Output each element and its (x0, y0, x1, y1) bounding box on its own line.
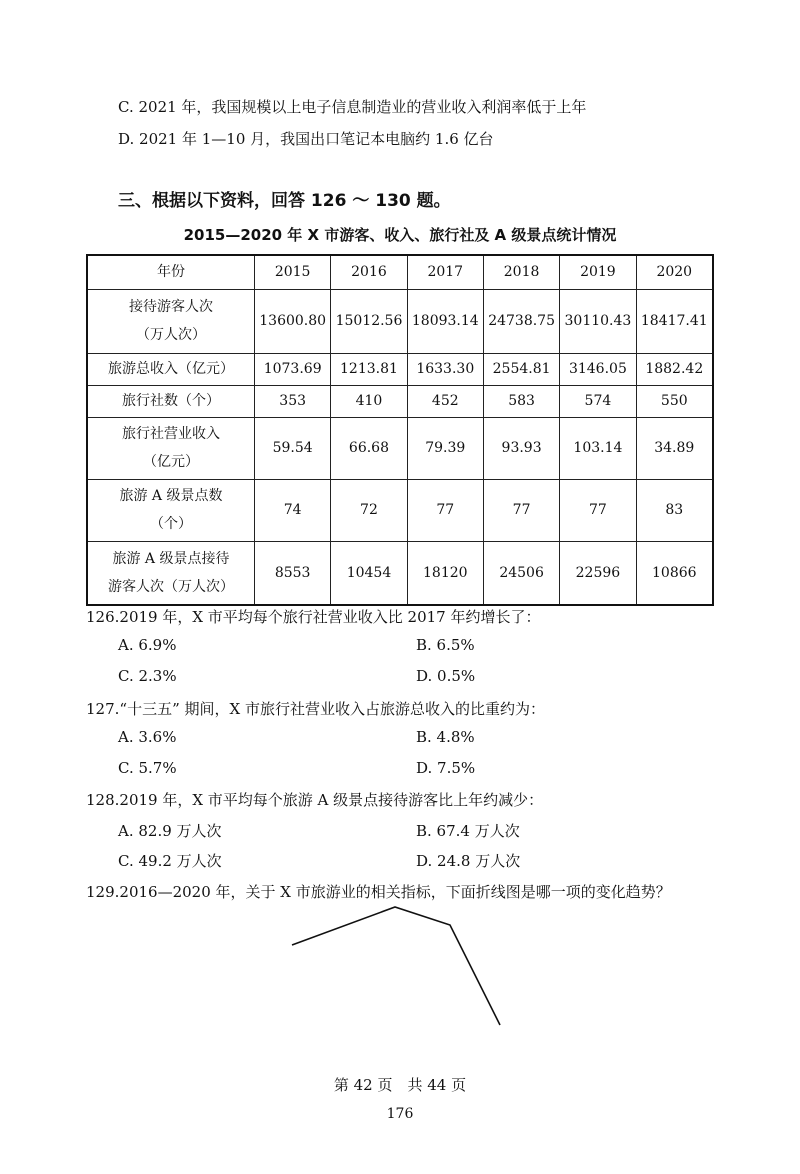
row-label (87, 353, 255, 385)
trend-line (292, 907, 500, 1025)
table-cell: 13600.80 (255, 289, 331, 353)
row-label-line: （个） (150, 516, 192, 532)
row-label (87, 479, 255, 541)
table-cell: 410 (331, 385, 407, 417)
table-cell: 10454 (331, 541, 407, 605)
table-cell: 583 (483, 385, 559, 417)
table-cell: 1073.69 (255, 353, 331, 385)
page-label: 第 42 页 共 44 页 (333, 1076, 467, 1094)
table-cell: 59.54 (255, 417, 331, 479)
section-title: 三、根据以下资料，回答 126 ～ 130 题。 (118, 191, 451, 211)
table-cell: 550 (636, 385, 713, 417)
trend-line-figure (280, 895, 520, 1035)
row-label-line: 旅行社数（个） (122, 393, 220, 409)
question-129-stem: 129.2016—2020 年，关于 X 市旅游业的相关指标，下面折线图是哪一项的变化趋势？ (86, 883, 671, 901)
table-header-cell: 2019 (560, 255, 636, 289)
table-cell: 3146.05 (560, 353, 636, 385)
row-label-line: 游客人次（万人次） (108, 578, 234, 595)
table-cell: 574 (560, 385, 636, 417)
table-header-cell: 2015 (255, 255, 331, 289)
table-cell: 452 (407, 385, 483, 417)
question-128-option-d[interactable]: D. 24.8 万人次 (416, 852, 521, 870)
table-cell: 15012.56 (331, 289, 407, 353)
table-cell: 79.39 (407, 417, 483, 479)
table-row (87, 417, 713, 479)
question-126-option-a[interactable]: A. 6.9% (118, 636, 177, 654)
table-cell: 1633.30 (407, 353, 483, 385)
question-127-option-d[interactable]: D. 7.5% (416, 759, 476, 777)
row-label-line: 接待游客人次 (129, 299, 213, 315)
question-127-option-a[interactable]: A. 3.6% (118, 728, 177, 746)
question-128-stem: 128.2019 年，X 市平均每个旅游 A 级景点接待游客比上年约减少： (86, 791, 544, 809)
table-cell: 66.68 (331, 417, 407, 479)
question-128-option-c[interactable]: C. 49.2 万人次 (118, 852, 222, 870)
table-cell: 22596 (560, 541, 636, 605)
table-header-cell: 年份 (87, 255, 255, 289)
table-cell: 77 (407, 479, 483, 541)
table-row (87, 385, 713, 417)
table-title: 2015—2020 年 X 市游客、收入、旅行社及 A 级景点统计情况 (183, 226, 617, 244)
table-cell: 1882.42 (636, 353, 713, 385)
row-label (87, 385, 255, 417)
table-cell: 18093.14 (407, 289, 483, 353)
row-label (87, 417, 255, 479)
row-label-line: 旅游 A 级景点接待 (112, 550, 230, 567)
previous-option-d: D. 2021 年 1—10 月，我国出口笔记本电脑约 1.6 亿台 (118, 130, 494, 148)
previous-option-c: C. 2021 年，我国规模以上电子信息制造业的营业收入利润率低于上年 (118, 98, 587, 116)
table-cell: 24506 (483, 541, 559, 605)
row-label-line: （万人次） (136, 327, 206, 343)
table-cell: 353 (255, 385, 331, 417)
table-cell: 103.14 (560, 417, 636, 479)
table-cell: 72 (331, 479, 407, 541)
question-128-option-a[interactable]: A. 82.9 万人次 (118, 822, 222, 840)
table-cell: 30110.43 (560, 289, 636, 353)
table-header-cell: 2016 (331, 255, 407, 289)
question-127-option-c[interactable]: C. 5.7% (118, 759, 177, 777)
table-cell: 77 (483, 479, 559, 541)
table-row (87, 479, 713, 541)
table-header-cell: 2017 (407, 255, 483, 289)
table-row (87, 289, 713, 353)
table-row (87, 541, 713, 605)
row-label-line: 旅行社营业收入 (122, 426, 220, 442)
row-label-line: （亿元） (143, 454, 199, 470)
table-cell: 10866 (636, 541, 713, 605)
table-cell: 93.93 (483, 417, 559, 479)
table-cell: 2554.81 (483, 353, 559, 385)
table-header-row (87, 255, 713, 289)
table-row (87, 353, 713, 385)
question-126-option-c[interactable]: C. 2.3% (118, 667, 177, 685)
question-127-option-b[interactable]: B. 4.8% (416, 728, 475, 746)
row-label-line: 旅游总收入（亿元） (108, 361, 234, 377)
table-cell: 24738.75 (483, 289, 559, 353)
question-128-option-b[interactable]: B. 67.4 万人次 (416, 822, 520, 840)
table-cell: 77 (560, 479, 636, 541)
table-cell: 34.89 (636, 417, 713, 479)
row-label (87, 541, 255, 605)
table-cell: 74 (255, 479, 331, 541)
table-cell: 83 (636, 479, 713, 541)
row-label (87, 289, 255, 353)
table-header-cell: 2018 (483, 255, 559, 289)
question-126-option-d[interactable]: D. 0.5% (416, 667, 476, 685)
table-cell: 1213.81 (331, 353, 407, 385)
table-cell: 18120 (407, 541, 483, 605)
table-cell: 18417.41 (636, 289, 713, 353)
statistics-table (86, 254, 714, 606)
table-cell: 8553 (255, 541, 331, 605)
table-header-cell: 2020 (636, 255, 713, 289)
question-126-stem: 126.2019 年，X 市平均每个旅行社营业收入比 2017 年约增长了： (86, 608, 541, 626)
question-127-stem: 127.“十三五” 期间，X 市旅行社营业收入占旅游总收入的比重约为： (86, 700, 545, 718)
row-label-line: 旅游 A 级景点数 (119, 488, 223, 504)
question-126-option-b[interactable]: B. 6.5% (416, 636, 475, 654)
page-number: 176 (386, 1106, 414, 1122)
